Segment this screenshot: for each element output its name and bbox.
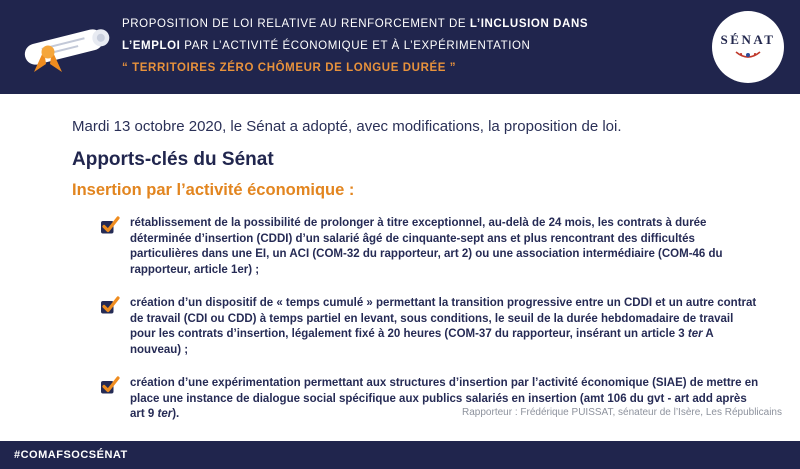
rapporteur-credit: Rapporteur : Frédérique PUISSAT, sénateur de l’Isère, Les Républicains	[462, 407, 782, 418]
key-points-list	[72, 216, 760, 423]
header-title-line: L’EMPLOI PAR L’ACTIVITÉ ÉCONOMIQUE ET À L’EXPÉRIMENTATION	[122, 40, 531, 53]
scroll-icon	[10, 14, 122, 80]
senat-logo-text: SÉNAT	[720, 32, 776, 47]
footer-banner	[0, 441, 800, 469]
section-title: Apports-clés du Sénat	[72, 149, 274, 170]
list-item	[100, 216, 760, 278]
list-item	[100, 296, 760, 358]
senat-logo	[712, 11, 784, 83]
senat-laurel-icon	[733, 50, 763, 62]
header-title-line: “ TERRITOIRES ZÉRO CHÔMEUR DE LONGUE DURÉE ”	[122, 61, 457, 74]
main-content	[0, 94, 800, 441]
checkmark-icon	[100, 375, 120, 395]
list-item-text: rétablissement de la possibilité de prolonger à titre exceptionnel, au-delà de 24 mois, les contrats à durée déterminée d’insertion (CDDI) d’un salarié âgé de cinquante-sept ans et plus rencontrant des difficultés particulières dans une EI, un ACI (COM-32 du rapporteur, art 2) ou une association intermédiaire (COM-46 du rapporteur, article 1er) ;	[130, 217, 723, 276]
subsection-title: Insertion par l’activité économique :	[72, 181, 355, 199]
checkmark-icon	[100, 215, 120, 235]
header-banner	[0, 0, 800, 94]
header-title-line: PROPOSITION DE LOI RELATIVE AU RENFORCEMENT DE L’INCLUSION DANS	[122, 18, 589, 31]
header-title	[122, 14, 712, 80]
intro-sentence: Mardi 13 octobre 2020, le Sénat a adopté, avec modifications, la proposition de loi.	[72, 118, 622, 135]
hashtag: #COMAFSOCSÉNAT	[14, 448, 128, 461]
list-item-text: création d’une expérimentation permettant aux structures d’insertion par l’activité économique (SIAE) de mettre en place une instance de dialogue social spécifique aux publics salariés en insertion (amt 106 du gvt - art add après art 9 ter).	[130, 377, 759, 421]
checkmark-icon	[100, 295, 120, 315]
list-item-text: création d’un dispositif de « temps cumulé » permettant la transition progressive entre un CDDI et un autre contrat de travail (CDI ou CDD) à temps partiel en levant, sous conditions, le seuil de la durée hebdomadaire de travail pour les contrats d’insertion, légalement fixé à 20 heures (COM-37 du rapporteur, insérant un article 3 ter A nouveau) ;	[130, 297, 757, 356]
